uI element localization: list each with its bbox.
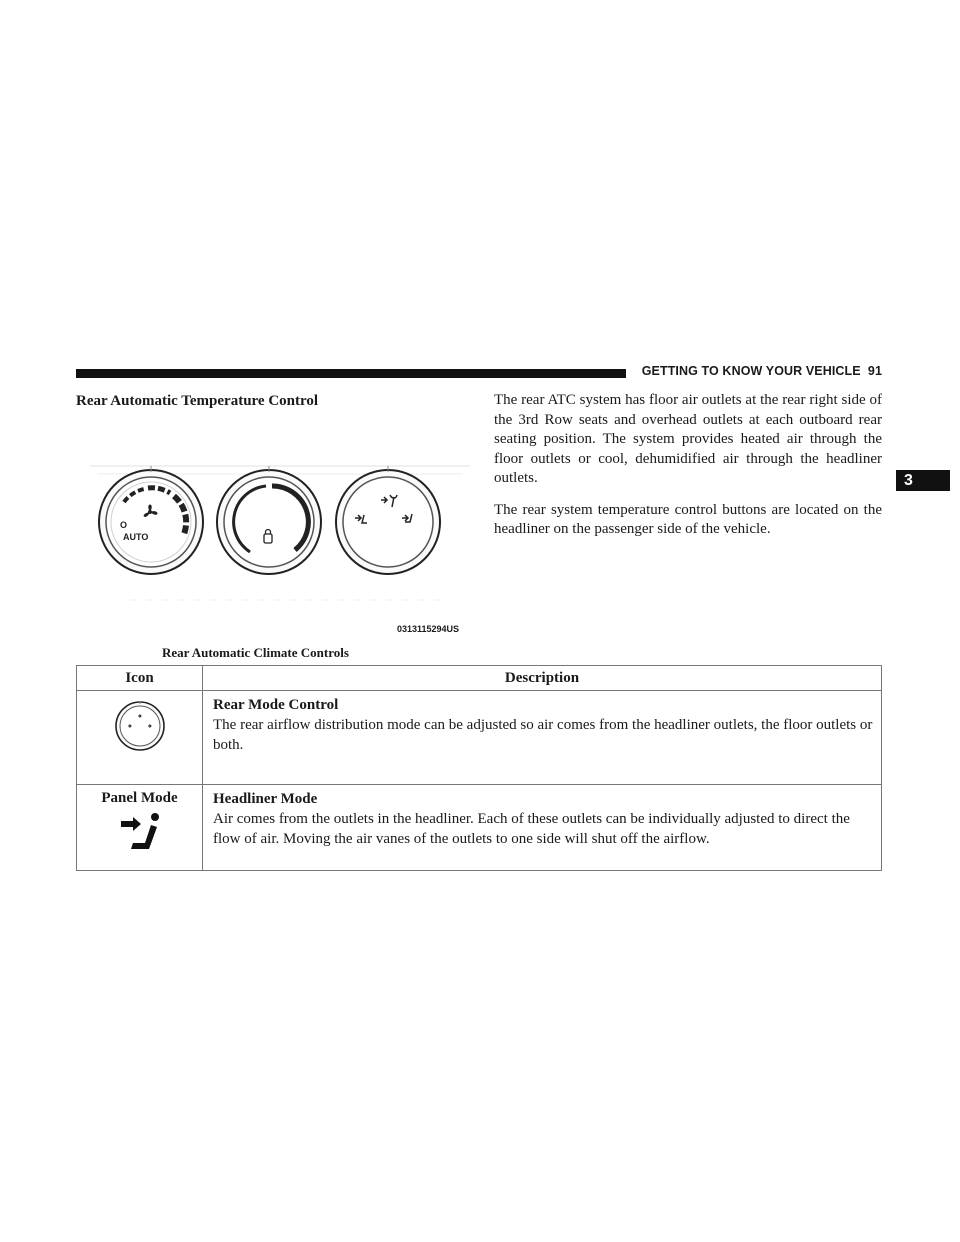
row-title: Headliner Mode	[213, 791, 318, 807]
table-row	[77, 691, 882, 785]
figure-caption: Rear Automatic Climate Controls	[162, 645, 349, 660]
body-text	[494, 391, 882, 552]
row-text: Air comes from the outlets in the headliner. Each of these outlets can be individually adjusted to direct the flow of air. Moving the air vanes of the outlets to one side will shut off the airflow.	[213, 811, 850, 847]
table-row	[77, 785, 882, 871]
table-header-row	[77, 666, 882, 691]
mode-knob	[336, 466, 440, 574]
icon-column-header: Icon	[77, 666, 203, 691]
header-rule	[76, 369, 626, 378]
fan-speed-knob	[99, 466, 203, 574]
climate-controls-figure	[90, 462, 470, 638]
paragraph-2: The rear system temperature control buttons are located on the headliner on the passenger side of the vehicle.	[494, 501, 882, 537]
paragraph-1: The rear ATC system has floor air outlets at the rear right side of the 3rd Row seats and overhead outlets at each outboard rear seating position. The system provides heated air through the floor outlets or cool, dehumidified air through the headliner outlets.	[494, 392, 882, 486]
description-cell	[203, 785, 882, 871]
mode-knob-icon	[110, 696, 170, 756]
row-text: The rear airflow distribution mode can be adjusted so air comes from the headliner outlets, the floor outlets or both.	[213, 717, 873, 753]
knob-auto-label: AUTO	[123, 532, 149, 542]
chapter-tab[interactable]: 3	[896, 470, 950, 491]
section-title: Rear Automatic Temperature Control	[76, 393, 319, 409]
header-section: GETTING TO KNOW YOUR VEHICLE	[641, 364, 861, 378]
description-column-header: Description	[203, 666, 882, 691]
figure-code: 0313115294US	[397, 624, 460, 634]
controls-table	[76, 665, 882, 871]
icon-label: Panel Mode	[101, 790, 178, 806]
temperature-knob	[217, 466, 321, 574]
row-title: Rear Mode Control	[213, 697, 339, 713]
icon-cell	[77, 691, 203, 785]
page-number: 91	[867, 364, 882, 378]
icon-cell	[77, 785, 203, 871]
climate-controls-illustration	[90, 462, 470, 638]
knob-off-label: O	[120, 520, 128, 530]
running-header	[636, 364, 882, 378]
panel-mode-icon	[113, 807, 167, 857]
description-cell	[203, 691, 882, 785]
